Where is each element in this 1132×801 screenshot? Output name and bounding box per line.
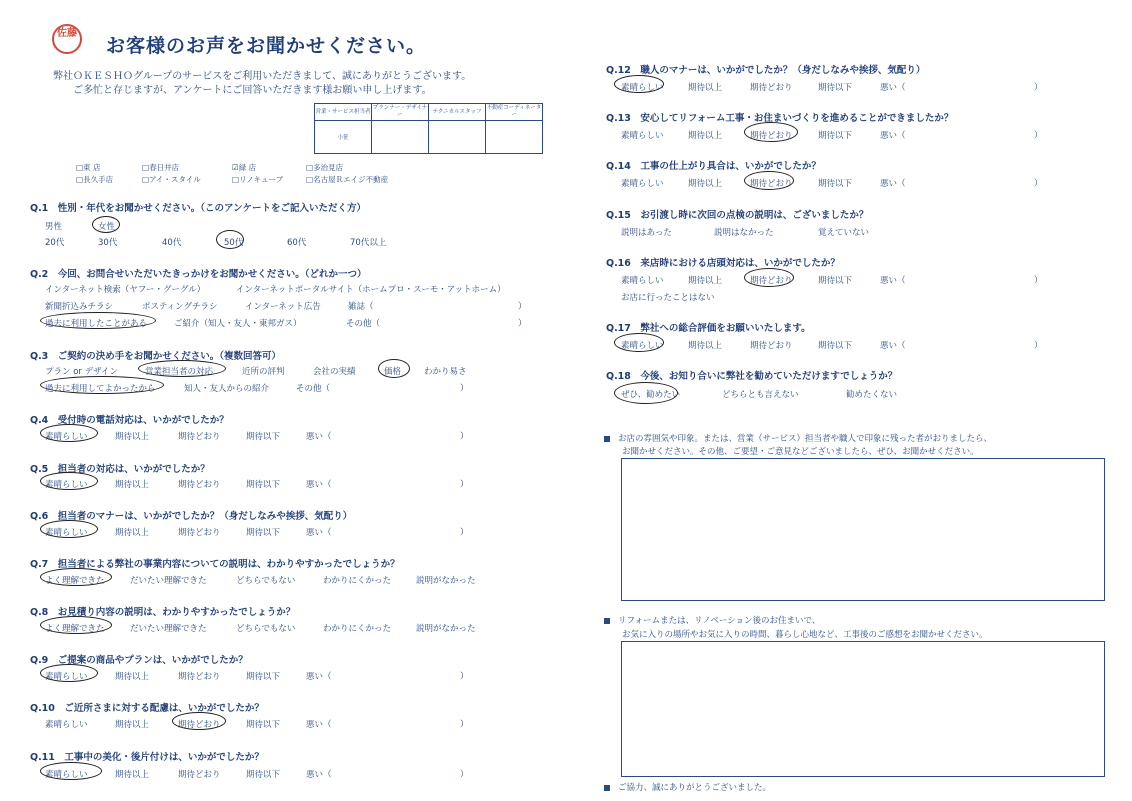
answer-option[interactable]: だいたい理解できた [130, 576, 207, 586]
answer-option[interactable]: 期待以上 [688, 83, 723, 93]
answer-option[interactable]: インターネット広告 [245, 302, 321, 312]
thanks-line: ご協力、誠にありがとうございました。 [604, 781, 771, 793]
answer-option[interactable]: 70代以上 [350, 238, 387, 248]
question-heading: Q.13 安心してリフォーム工事・お住まいづくりを進めることができましたか？ [606, 110, 953, 124]
answer-option[interactable]: その他（ [346, 319, 381, 329]
answer-option[interactable]: 期待どおり [750, 276, 793, 286]
answer-option[interactable]: 期待以下 [246, 432, 281, 442]
question-heading: Q.2 今回、お問合せいただいたきっかけをお聞かせください。（どれか一つ） [30, 266, 367, 280]
comment-prompt-2-line-1: リフォームまたは、リノベーション後のお住まいで、 [604, 614, 820, 626]
comment-prompt-1-line-2: お聞かせください。その他、ご要望・ご意見などございましたら、ぜひ、お聞かせください。 [622, 447, 979, 457]
answer-option[interactable]: 期待以下 [246, 480, 281, 490]
question-heading: Q.18 今後、お知り合いに弊社を勧めていただけますでしょうか？ [606, 368, 897, 382]
question-heading: Q.6 担当者のマナーは、いかがでしたか？（身だしなみや挨拶、気配り） [30, 508, 352, 522]
answer-option[interactable]: 悪い（ [306, 480, 332, 490]
answer-option: ） [1034, 341, 1043, 351]
answer-option[interactable]: ポスティングチラシ [142, 302, 218, 312]
store-checkbox[interactable]: □リノキューブ [232, 175, 284, 184]
answer-option[interactable]: 期待以上 [115, 720, 150, 730]
answer-option[interactable]: 近所の評判 [242, 367, 285, 377]
staff-sales-signature: 小笹 [315, 121, 372, 154]
answer-option[interactable]: 期待以下 [246, 770, 281, 780]
store-checkbox[interactable]: □名古屋Ｒエイジ不動産 [306, 175, 389, 184]
question-heading: Q.1 性別・年代をお聞かせください。（このアンケートをご記入いただく方） [30, 200, 366, 214]
answer-option[interactable]: 期待以下 [246, 720, 281, 730]
answer-option[interactable]: 20代 [45, 238, 65, 248]
answer-option[interactable]: 期待以上 [115, 528, 150, 538]
answer-option[interactable]: 過去に利用してよかったから [45, 384, 156, 394]
answer-option[interactable]: どちらでもない [236, 576, 296, 586]
answer-option[interactable]: プラン or デザイン [45, 367, 119, 377]
answer-option[interactable]: 期待どおり [178, 720, 221, 730]
answer-option[interactable]: 新聞折込みチラシ [45, 302, 114, 312]
answer-option[interactable]: よく理解できた [45, 576, 105, 586]
answer-option: ） [460, 432, 469, 442]
answer-option[interactable]: 悪い（ [306, 720, 332, 730]
answer-option[interactable]: 悪い（ [306, 528, 332, 538]
question-heading: Q.14 工事の仕上がり具合は、いかがでしたか？ [606, 158, 821, 172]
store-checkbox[interactable]: □長久手店 [76, 175, 114, 184]
answer-option: ） [460, 480, 469, 490]
answer-option[interactable]: ぜひ、勧めたい [621, 390, 681, 400]
bullet-square-icon [604, 785, 610, 791]
store-checkbox[interactable]: □春日井店 [142, 163, 180, 172]
staff-header-planner: プランナー・デザイナー [372, 104, 429, 121]
answer-option[interactable]: わかりにくかった [323, 624, 392, 634]
question-heading: Q.5 担当者の対応は、いかがでしたか？ [30, 461, 210, 475]
staff-planner-value [372, 121, 429, 154]
answer-option[interactable]: インターネット検索（ヤフー・グーグル） [45, 285, 206, 295]
staff-realestate-value [486, 121, 543, 154]
staff-technical-value [429, 121, 486, 154]
answer-option: ） [1034, 276, 1043, 286]
question-heading: Q.8 お見積り内容の説明は、わかりやすかったでしょうか？ [30, 604, 295, 618]
answer-option[interactable]: 会社の実績 [313, 367, 356, 377]
store-checkbox[interactable]: □多治見店 [306, 163, 344, 172]
answer-option: ） [1034, 131, 1043, 141]
intro-line-1: 弊社ＯＫＥＳＨＯグループのサービスをご利用いただきまして、誠にありがとうございます。 [53, 71, 472, 82]
answer-option[interactable]: インターネットポータルサイト（ホームプロ・スーモ・アットホーム） [236, 285, 506, 295]
comment-prompt-2-line-2: お気に入りの場所やお気に入りの時間、暮らし心地など、工事後のご感想をお聞かせください。 [622, 630, 988, 640]
answer-option[interactable]: 説明はなかった [714, 228, 774, 238]
answer-option[interactable]: 期待どおり [750, 83, 793, 93]
answer-option[interactable]: その他（ [296, 384, 331, 394]
answer-option[interactable]: 期待以上 [688, 341, 723, 351]
answer-option[interactable]: 雑誌（ [348, 302, 374, 312]
answer-option[interactable]: 素晴らしい [45, 720, 88, 730]
staff-header-technical: テクニカルスタッフ [429, 104, 486, 121]
intro-line-2: ご多忙と存じますが、アンケートにご回答いただきます様お願い申し上げます。 [73, 85, 432, 96]
answer-option[interactable]: よく理解できた [45, 624, 105, 634]
answer-option[interactable]: 期待以上 [115, 672, 150, 682]
answer-option[interactable]: どちらとも言えない [722, 390, 799, 400]
answer-option[interactable]: 60代 [287, 238, 307, 248]
comment-box-2[interactable] [621, 641, 1105, 777]
answer-option[interactable]: 勧めたくない [846, 390, 898, 400]
answer-option[interactable]: 知人・友人からの紹介 [184, 384, 270, 394]
question-heading: Q.11 工事中の美化・後片付けは、いかがでしたか？ [30, 749, 264, 763]
answer-option: ） [518, 302, 527, 312]
answer-option[interactable]: 素晴らしい [45, 480, 88, 490]
answer-option[interactable]: 男性 [45, 222, 63, 232]
answer-option[interactable]: ご紹介（知人・友人・東邦ガス） [174, 319, 302, 329]
answer-option[interactable]: 期待以下 [246, 528, 281, 538]
answer-option[interactable]: 50代 [224, 238, 244, 248]
question-heading: Q.10 ご近所さまに対する配慮は、いかがでしたか？ [30, 700, 264, 714]
answer-option[interactable]: 悪い（ [880, 341, 906, 351]
answer-option[interactable]: 期待どおり [750, 341, 793, 351]
comment-box-1[interactable] [621, 458, 1105, 601]
answer-option[interactable]: 悪い（ [880, 276, 906, 286]
answer-option[interactable]: わかり易さ [424, 367, 467, 377]
answer-option[interactable]: 期待以上 [115, 770, 150, 780]
answer-option[interactable]: 期待どおり [178, 528, 221, 538]
question-heading: Q.3 ご契約の決め手をお聞かせください。（複数回答可） [30, 348, 281, 362]
answer-option[interactable]: 期待どおり [750, 179, 793, 189]
answer-option[interactable]: 説明がなかった [416, 624, 476, 634]
answer-option[interactable]: 女性 [98, 222, 116, 232]
staff-header-sales: 営業・サービス担当者 [315, 104, 372, 121]
answer-option: ） [1034, 179, 1043, 189]
answer-option: ） [518, 319, 527, 329]
answer-option[interactable]: だいたい理解できた [130, 624, 207, 634]
answer-option[interactable]: 悪い（ [306, 432, 332, 442]
answer-option[interactable]: 営業担当者の対応 [145, 367, 214, 377]
answer-option: ） [460, 770, 469, 780]
question-heading: Q.17 弊社への総合評価をお願いいたします。 [606, 320, 811, 334]
answer-option[interactable]: 素晴らしい [45, 770, 88, 780]
page-title: お客様のお声をお聞かせください。 [106, 35, 427, 57]
answer-option[interactable]: 素晴らしい [621, 341, 664, 351]
answer-option: ） [460, 384, 469, 394]
answer-option: ） [460, 720, 469, 730]
answer-option[interactable]: 覚えていない [818, 228, 870, 238]
answer-option[interactable]: どちらでもない [236, 624, 296, 634]
answer-option[interactable]: 期待以下 [246, 672, 281, 682]
answer-option[interactable]: 期待以上 [115, 480, 150, 490]
answer-option[interactable]: 悪い（ [306, 672, 332, 682]
answer-option[interactable]: 素晴らしい [621, 276, 664, 286]
answer-option[interactable]: 悪い（ [880, 83, 906, 93]
answer-option[interactable]: 期待どおり [178, 770, 221, 780]
answer-option[interactable]: 期待どおり [178, 432, 221, 442]
question-heading: Q.7 担当者による弊社の事業内容についての説明は、わかりやすかったでしょうか？ [30, 556, 400, 570]
answer-option[interactable]: 期待以上 [115, 432, 150, 442]
answer-option[interactable]: 価格 [384, 367, 402, 377]
question-heading: Q.4 受付時の電話対応は、いかがでしたか？ [30, 412, 229, 426]
answer-option[interactable]: 期待どおり [178, 672, 221, 682]
answer-option[interactable]: 期待どおり [750, 131, 793, 141]
answer-option[interactable]: 素晴らしい [45, 528, 88, 538]
answer-option[interactable]: 説明がなかった [416, 576, 476, 586]
answer-option[interactable]: 40代 [162, 238, 182, 248]
store-checkbox[interactable]: □アイ・スタイル [142, 175, 201, 184]
answer-option[interactable]: 素晴らしい [45, 672, 88, 682]
answer-option[interactable]: 悪い（ [880, 131, 906, 141]
answer-option[interactable]: 素晴らしい [45, 432, 88, 442]
bullet-square-icon [604, 436, 610, 442]
answer-option[interactable]: お店に行ったことはない [621, 293, 715, 303]
answer-option[interactable]: 悪い（ [880, 179, 906, 189]
answer-option[interactable]: 素晴らしい [621, 179, 664, 189]
question-heading: Q.12 職人のマナーは、いかがでしたか？（身だしなみや挨拶、気配り） [606, 62, 925, 76]
staff-table [314, 103, 543, 154]
bullet-square-icon [604, 618, 610, 624]
question-heading: Q.9 ご提案の商品やプランは、いかがでしたか？ [30, 652, 248, 666]
answer-option: ） [460, 528, 469, 538]
company-seal-logo: 佐藤 [52, 24, 82, 54]
answer-option: ） [460, 672, 469, 682]
answer-option[interactable]: 30代 [98, 238, 118, 248]
answer-option[interactable]: 過去に利用したことがある [45, 319, 148, 329]
answer-option[interactable]: 期待以下 [818, 179, 853, 189]
answer-option[interactable]: 期待以上 [688, 276, 723, 286]
question-heading: Q.15 お引渡し時に次回の点検の説明は、ございましたか？ [606, 207, 868, 221]
answer-option[interactable]: 期待以下 [818, 276, 853, 286]
answer-option[interactable]: 期待以上 [688, 179, 723, 189]
question-heading: Q.16 来店時における店頭対応は、いかがでしたか？ [606, 255, 840, 269]
store-checkbox[interactable]: □東 店 [76, 163, 101, 172]
answer-option[interactable]: 期待どおり [178, 480, 221, 490]
answer-option: ） [1034, 83, 1043, 93]
store-checkbox[interactable]: ☑緑 店 [232, 163, 257, 172]
answer-option[interactable]: 説明はあった [621, 228, 672, 238]
answer-option[interactable]: 期待以下 [818, 83, 853, 93]
answer-option[interactable]: 素晴らしい [621, 131, 664, 141]
answer-option[interactable]: 期待以下 [818, 341, 853, 351]
answer-option[interactable]: 期待以下 [818, 131, 853, 141]
answer-option[interactable]: 期待以上 [688, 131, 723, 141]
answer-option[interactable]: 悪い（ [306, 770, 332, 780]
answer-option[interactable]: わかりにくかった [323, 576, 392, 586]
staff-header-realestate: 不動産コーディネーター [486, 104, 543, 121]
answer-option[interactable]: 素晴らしい [621, 83, 664, 93]
comment-prompt-1-line-1: お店の雰囲気や印象。または、営業（サービス）担当者や職人で印象に残った者がおりましたら、 [604, 432, 992, 444]
